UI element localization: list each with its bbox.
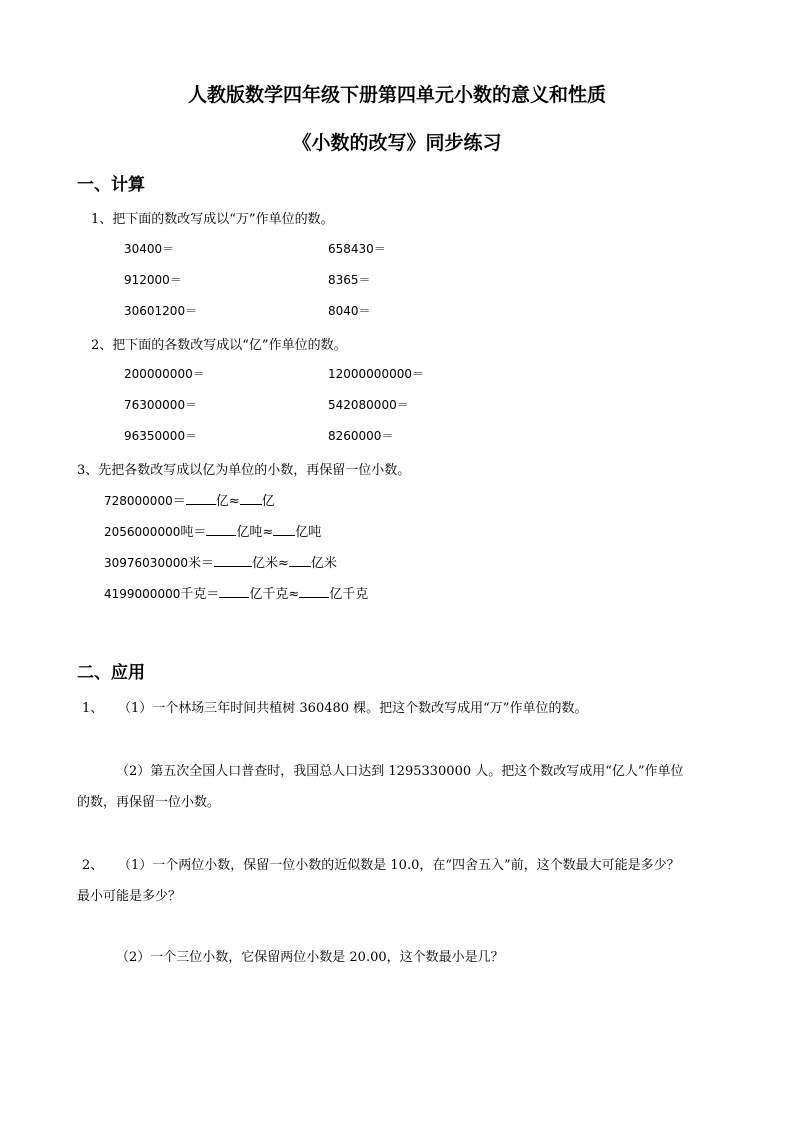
answer-blank[interactable] — [219, 585, 249, 598]
app-q2-part1-line2: 最小可能是多少？ — [77, 889, 182, 904]
q3-unit-a: 亿千克≈ — [249, 587, 300, 602]
q3-eq: ＝ — [206, 587, 220, 602]
answer-blank[interactable] — [206, 523, 236, 536]
q3-unit-a: 亿吨≈ — [236, 525, 274, 540]
answer-blank[interactable] — [299, 585, 329, 598]
app-q1-part2-line1: （2）第五次全国人口普查时，我国总人口达到 1295330000 人。把这个数改写成用“亿人”作单位 — [116, 764, 684, 779]
q3-eq: ＝ — [201, 556, 215, 571]
q2-item: 12000000000＝ — [328, 367, 424, 381]
q3-unit-a: 亿米≈ — [252, 556, 289, 571]
app-q2-number: 2、 — [82, 858, 104, 873]
q2-item: 96350000＝ — [124, 429, 198, 443]
q3-row — [104, 552, 337, 571]
q1-item: 30601200＝ — [124, 304, 198, 318]
q2-item: 76300000＝ — [124, 398, 198, 412]
q3-number: 30976030000 — [104, 556, 188, 570]
q2-item: 200000000＝ — [124, 367, 205, 381]
q3-eq: ＝ — [193, 525, 207, 540]
q1-item: 30400＝ — [124, 242, 175, 256]
app-q1-part1: （1）一个林场三年时间共植树 360480 棵。把这个数改写成用“万”作单位的数。 — [118, 701, 588, 716]
q3-unit-b: 亿千克 — [329, 587, 369, 602]
q1-item: 912000＝ — [124, 273, 182, 287]
q3-prompt: 3、先把各数改写成以亿为单位的小数，再保留一位小数。 — [77, 463, 411, 478]
q3-unit-a: 亿≈ — [215, 494, 240, 509]
q1-item: 8365＝ — [328, 273, 371, 287]
q3-number: 2056000000 — [104, 525, 181, 539]
answer-blank[interactable] — [186, 492, 216, 505]
q2-prompt: 2、把下面的各数改写成以“亿”作单位的数。 — [91, 338, 347, 353]
q3-eq: ＝ — [172, 494, 186, 509]
answer-blank[interactable] — [289, 554, 311, 567]
q3-row — [104, 583, 368, 602]
q3-row — [104, 490, 275, 509]
q3-number: 728000000 — [104, 494, 173, 508]
section1-heading: 一、计算 — [77, 175, 145, 195]
q1-item: 658430＝ — [328, 242, 386, 256]
answer-blank[interactable] — [273, 523, 295, 536]
q3-number: 4199000000 — [104, 587, 181, 601]
app-q2-part1-line1: （1）一个两位小数，保留一位小数的近似数是 10.0，在“四舍五入”前，这个数最大可能是多少？ — [118, 858, 680, 873]
app-q1-number: 1、 — [82, 701, 104, 716]
app-q2-part2: （2）一个三位小数，它保留两位小数是 20.00，这个数最小是几？ — [116, 950, 504, 965]
q3-unit-b: 亿吨 — [295, 525, 322, 540]
q1-prompt: 1、把下面的数改写成以“万”作单位的数。 — [91, 212, 334, 227]
page-title: 人教版数学四年级下册第四单元小数的意义和性质 — [187, 84, 606, 106]
app-q1-part2-line2: 的数，再保留一位小数。 — [77, 795, 221, 810]
q3-unit-b: 亿 — [261, 494, 275, 509]
section2-heading: 二、应用 — [77, 663, 145, 683]
q3-unit: 吨 — [180, 525, 194, 540]
q1-item: 8040＝ — [328, 304, 371, 318]
answer-blank[interactable] — [214, 554, 252, 567]
q2-item: 8260000＝ — [328, 429, 394, 443]
q3-unit-b: 亿米 — [310, 556, 337, 571]
q3-unit: 千克 — [180, 587, 207, 602]
q3-unit: 米 — [187, 556, 201, 571]
q3-row — [104, 521, 321, 540]
answer-blank[interactable] — [240, 492, 262, 505]
page-subtitle: 《小数的改写》同步练习 — [292, 132, 502, 154]
q2-item: 542080000＝ — [328, 398, 409, 412]
